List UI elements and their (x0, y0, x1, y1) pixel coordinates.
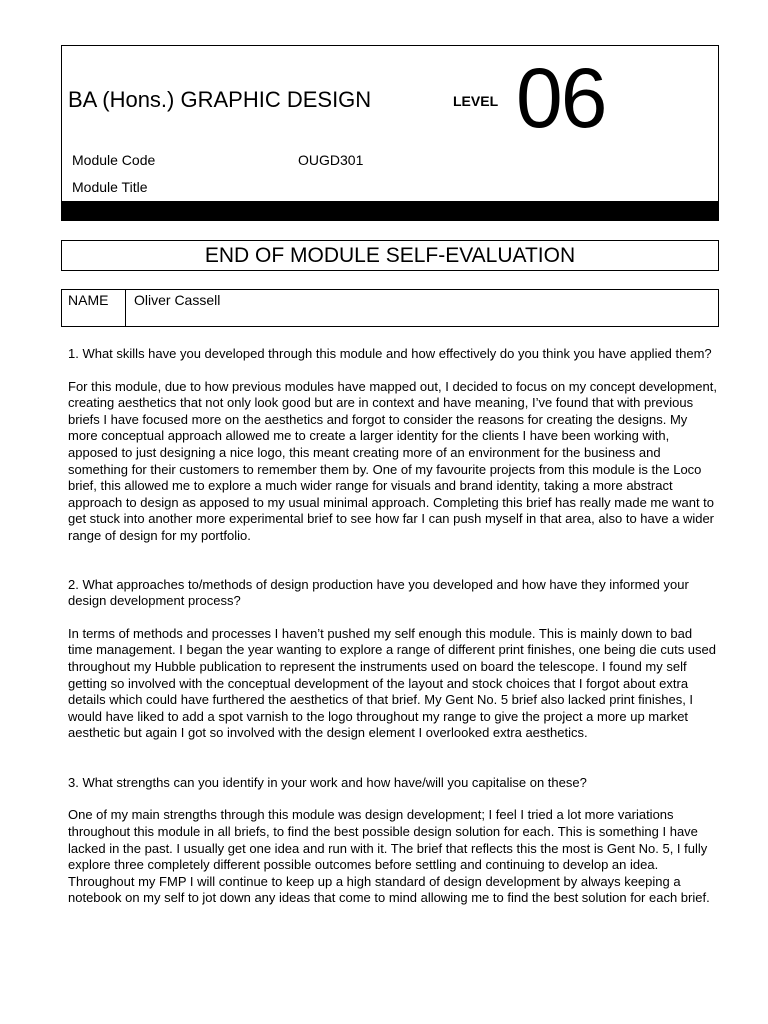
module-code-label: Module Code (72, 152, 156, 168)
name-label: NAME (62, 290, 126, 326)
header-divider-bar (62, 201, 718, 220)
answer-1: For this module, due to how previous modules have mapped out, I decided to focus on my concept development, creating aesthetics that not only look good but are in context and have meaning, I’ve found that with previous briefs I have focused more on the aesthetics and forgot to consider the reasons for creating the designs. My more conceptual approach allowed me to create a larger identity for the clients I have been working with, apposed to just designing a nice logo, this meant creating more of an environment for the business and something for their customers to remember them by. One of my favourite projects from this module is the Loco brief, this allowed me to explore a much wider range for visuals and brand identity, taking a more abstract approach to design as apposed to my usual minimal approach. Completing this brief has really made me want to get stuck into another more experimental brief to see how far I can push myself in that area, also to have a wider range of design for my portfolio. (68, 378, 717, 543)
level-number: 06 (516, 51, 606, 145)
evaluation-content (68, 346, 720, 907)
answer-2: In terms of methods and processes I haven’t pushed my self enough this module. This is mainly down to bad time management. I began the year wanting to explore a range of different print finishes, one being die cuts used throughout my Hubble publication to represent the instruments used on board the telescope. I found my self getting so involved with the conceptual development of the layout and stock choices that I forgot about extra details which could have furthered the aesthetics of that brief. My Gent No. 5 brief also lacked print finishes, I would have liked to add a spot varnish to the logo throughout my range to give the project a more up market aesthetic but again I got so involved with the design element I overlooked extra aesthetics. (68, 625, 717, 741)
module-title-label: Module Title (72, 179, 148, 195)
answer-3: One of my main strengths through this module was design development; I feel I tried a lot more variations throughout this module in all briefs, to find the best possible design solution for each. This is something I have lacked in the past. I usually get one idea and run with it. The brief that reflects this the most is Gent No. 5, I fully explore three completely different possible outcomes before settling and continuing to develop an idea. Throughout my FMP I will continue to keep up a high standard of design development by always keeping a notebook on my self to jot down any ideas that come to mind allowing me to find the best solution for each brief. (68, 807, 710, 906)
evaluation-title: END OF MODULE SELF-EVALUATION (61, 240, 719, 271)
program-title: BA (Hons.) GRAPHIC DESIGN (68, 87, 372, 112)
question-2: 2. What approaches to/methods of design production have you developed and how have they informed your design development process? (68, 576, 689, 609)
name-row (61, 289, 719, 327)
module-code-value: OUGD301 (298, 152, 364, 168)
name-value: Oliver Cassell (134, 292, 221, 308)
question-3: 3. What strengths can you identify in your work and how have/will you capitalise on these? (68, 774, 587, 790)
question-1: 1. What skills have you developed through this module and how effectively do you think you have applied them? (68, 346, 712, 361)
module-header (61, 45, 719, 221)
level-label: LEVEL (453, 93, 499, 109)
